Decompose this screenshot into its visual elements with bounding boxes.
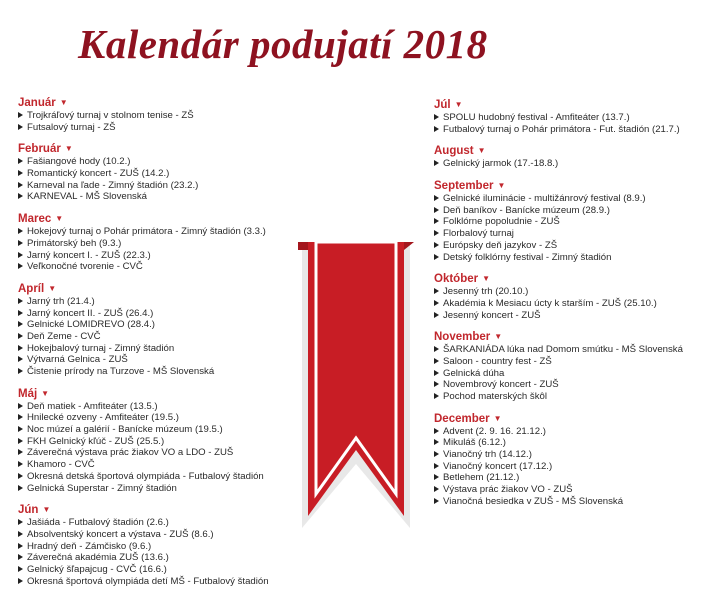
month-heading <box>434 272 712 286</box>
right-triangle-icon <box>434 312 439 318</box>
event-text: Jarný koncert II. - ZUŠ (26.4.) <box>27 307 154 319</box>
event-text: Gelnické iluminácie - multižánrový festival (8.9.) <box>443 193 646 205</box>
event-text: Výstava prác žiakov VO - ZUŠ <box>443 484 573 496</box>
right-triangle-icon <box>434 381 439 387</box>
right-triangle-icon <box>18 310 23 316</box>
event-text: Záverečná akadémia ZUŠ (13.6.) <box>27 552 169 564</box>
event-text: Akadémia k Mesiacu úcty k starším - ZUŠ (25.10.) <box>443 297 657 309</box>
event-item <box>434 240 712 252</box>
event-text: Jarný trh (21.4.) <box>27 295 95 307</box>
right-triangle-icon <box>434 428 439 434</box>
event-text: Futsalový turnaj - ZŠ <box>27 121 116 133</box>
event-item <box>18 412 338 424</box>
event-item <box>18 483 338 495</box>
month-name: Október <box>434 273 479 286</box>
event-item <box>18 180 338 192</box>
event-item <box>434 252 712 264</box>
event-text: Výtvarná Gelnica - ZUŠ <box>27 354 128 366</box>
event-item <box>18 331 338 343</box>
event-item <box>434 472 712 484</box>
event-text: Betlehem (21.12.) <box>443 472 520 484</box>
month-section-jul <box>434 98 712 135</box>
event-text: Gelnický šľapajcug - CVČ (16.6.) <box>27 563 167 575</box>
event-text: Deň matiek - Amfiteáter (13.5.) <box>27 400 158 412</box>
event-text: Mikuláš (6.12.) <box>443 437 506 449</box>
event-item <box>434 158 712 170</box>
event-text: Záverečná výstava prác žiakov VO a LDO - ZUŠ <box>27 447 234 459</box>
event-text: ŠARKANIÁDA lúka nad Domom smútku - MŠ Slovenská <box>443 344 683 356</box>
down-triangle-icon: ▼ <box>494 332 503 342</box>
month-name: Júl <box>434 99 451 111</box>
event-text: Veľkonočné tvorenie - CVČ <box>27 261 143 273</box>
month-heading <box>18 96 338 110</box>
event-item <box>18 168 338 180</box>
right-triangle-icon <box>434 358 439 364</box>
event-text: Gelnický jarmok (17.-18.8.) <box>443 158 559 170</box>
right-triangle-icon <box>18 461 23 467</box>
right-triangle-icon <box>434 288 439 294</box>
event-text: Vianočný trh (14.12.) <box>443 449 532 461</box>
event-item <box>18 576 338 588</box>
event-item <box>18 122 338 134</box>
month-name: Marec <box>18 213 52 226</box>
right-triangle-icon <box>18 578 23 584</box>
event-item <box>18 366 338 378</box>
event-text: Folklórne popoludnie - ZUŠ <box>443 216 560 228</box>
event-item <box>18 517 338 529</box>
right-triangle-icon <box>18 403 23 409</box>
event-item <box>434 298 712 310</box>
month-name: September <box>434 180 494 193</box>
down-triangle-icon: ▼ <box>454 100 463 109</box>
right-triangle-icon <box>18 449 23 455</box>
event-text: Gelnické LOMIDREVO (28.4.) <box>27 319 155 331</box>
event-item <box>434 391 712 403</box>
event-item <box>18 191 338 203</box>
event-item <box>434 228 712 240</box>
month-heading <box>18 212 338 226</box>
month-heading <box>18 387 338 401</box>
event-text: Jesenný koncert - ZUŠ <box>443 309 541 321</box>
right-triangle-icon <box>18 543 23 549</box>
right-triangle-icon <box>18 170 23 176</box>
right-triangle-icon <box>434 230 439 236</box>
event-text: Gelnická dúha <box>443 367 505 379</box>
event-text: Hokejový turnaj o Pohár primátora - Zimný štadión (3.3.) <box>27 226 266 238</box>
event-item <box>18 296 338 308</box>
event-item <box>434 216 712 228</box>
right-triangle-icon <box>18 566 23 572</box>
event-text: Futbalový turnaj o Pohár primátora - Fut. štadión (21.7.) <box>443 123 680 135</box>
event-item <box>18 541 338 553</box>
month-heading <box>434 412 712 426</box>
event-text: Okresná detská športová olympiáda - Futbalový štadión <box>27 470 264 482</box>
right-triangle-icon <box>434 451 439 457</box>
page-title: Kalendár podujatí 2018 <box>78 21 488 67</box>
event-text: Noc múzeí a galérií - Banícke múzeum (19.5.) <box>27 424 223 436</box>
month-name: Február <box>18 143 61 156</box>
event-text: Jašiáda - Futbalový štadión (2.6.) <box>27 517 169 529</box>
event-item <box>434 437 712 449</box>
right-triangle-icon <box>18 473 23 479</box>
event-text: KARNEVAL - MŠ Slovenská <box>27 191 147 203</box>
down-triangle-icon: ▼ <box>497 181 506 191</box>
event-item <box>18 552 338 564</box>
right-triangle-icon <box>434 370 439 376</box>
down-triangle-icon: ▼ <box>41 388 50 398</box>
right-triangle-icon <box>18 193 23 199</box>
event-item <box>434 310 712 322</box>
event-text: Vianočná besiedka v ZUŠ - MŠ Slovenská <box>443 495 624 507</box>
month-name: December <box>434 412 490 425</box>
right-triangle-icon <box>18 368 23 374</box>
right-triangle-icon <box>18 158 23 164</box>
event-text: Novembrový koncert - ZUŠ <box>443 379 559 391</box>
right-triangle-icon <box>18 321 23 327</box>
right-triangle-icon <box>18 554 23 560</box>
event-text: Saloon - country fest - ZŠ <box>443 355 552 367</box>
event-text: Primátorský beh (9.3.) <box>27 237 122 249</box>
right-triangle-icon <box>18 414 23 420</box>
right-triangle-icon <box>434 486 439 492</box>
event-item <box>434 124 712 136</box>
right-triangle-icon <box>18 240 23 246</box>
month-section-januar <box>18 96 338 133</box>
right-triangle-icon <box>434 195 439 201</box>
event-item <box>434 449 712 461</box>
event-text: Detský folklórny festival - Zimný štadión <box>443 251 612 263</box>
event-item <box>434 461 712 473</box>
event-item <box>434 496 712 508</box>
right-triangle-icon <box>434 242 439 248</box>
month-heading <box>434 330 712 344</box>
event-item <box>434 426 712 438</box>
event-text: Okresná športová olympiáda detí MŠ - Futbalový štadión <box>27 575 269 587</box>
right-triangle-icon <box>18 356 23 362</box>
down-triangle-icon: ▼ <box>482 274 491 284</box>
event-item <box>18 564 338 576</box>
event-text: FKH Gelnický kľúč - ZUŠ (25.5.) <box>27 435 165 447</box>
right-triangle-icon <box>18 531 23 537</box>
month-section-oktober <box>434 272 712 321</box>
month-name: Január <box>18 97 56 109</box>
event-text: Khamoro - CVČ <box>27 459 95 471</box>
right-triangle-icon <box>434 218 439 224</box>
event-item <box>18 459 338 471</box>
month-section-april <box>18 282 338 378</box>
event-text: Advent (2. 9. 16. 21.12.) <box>443 425 546 437</box>
right-triangle-icon <box>18 426 23 432</box>
event-text: Florbalový turnaj <box>443 228 514 240</box>
event-text: Hokejbalový turnaj - Zimný štadión <box>27 342 175 354</box>
right-triangle-icon <box>434 254 439 260</box>
right-triangle-icon <box>18 263 23 269</box>
event-text: Deň baníkov - Banícke múzeum (28.9.) <box>443 204 610 216</box>
right-triangle-icon <box>18 252 23 258</box>
event-item <box>18 319 338 331</box>
event-text: SPOLU hudobný festival - Amfiteáter (13.7.) <box>443 112 630 123</box>
month-heading <box>18 282 338 296</box>
event-item <box>434 193 712 205</box>
event-item <box>434 205 712 217</box>
event-item <box>18 401 338 413</box>
right-triangle-icon <box>434 474 439 480</box>
event-text: Absolventský koncert a výstava - ZUŠ (8.6.) <box>27 528 214 540</box>
event-text: Romantický koncert - ZUŠ (14.2.) <box>27 168 170 180</box>
month-section-marec <box>18 212 338 273</box>
event-item <box>18 354 338 366</box>
event-item <box>434 344 712 356</box>
event-item <box>18 471 338 483</box>
down-triangle-icon: ▼ <box>42 505 51 515</box>
event-item <box>18 308 338 320</box>
month-name: November <box>434 331 491 344</box>
event-item <box>18 447 338 459</box>
right-triangle-icon <box>18 519 23 525</box>
right-triangle-icon <box>434 160 439 166</box>
down-triangle-icon: ▼ <box>55 214 64 224</box>
event-item <box>434 368 712 380</box>
month-section-september <box>434 179 712 263</box>
event-item <box>434 286 712 298</box>
right-triangle-icon <box>434 498 439 504</box>
event-text: Vianočný koncert (17.12.) <box>443 460 553 472</box>
event-item <box>18 110 338 122</box>
month-section-august <box>434 144 712 170</box>
month-heading <box>434 98 712 112</box>
right-triangle-icon <box>18 298 23 304</box>
event-item <box>434 379 712 391</box>
right-column <box>434 98 712 517</box>
down-triangle-icon: ▼ <box>493 413 502 423</box>
right-triangle-icon <box>18 333 23 339</box>
month-section-februar <box>18 142 338 203</box>
right-triangle-icon <box>18 112 23 118</box>
right-triangle-icon <box>18 182 23 188</box>
right-triangle-icon <box>18 228 23 234</box>
right-triangle-icon <box>434 439 439 445</box>
month-heading <box>434 144 712 158</box>
down-triangle-icon: ▼ <box>48 283 57 293</box>
month-section-jun <box>18 503 338 587</box>
down-triangle-icon: ▼ <box>59 98 68 107</box>
event-item <box>18 226 338 238</box>
event-text: Hnilecké ozveny - Amfiteáter (19.5.) <box>27 412 179 424</box>
month-heading <box>18 142 338 156</box>
event-item <box>434 484 712 496</box>
right-triangle-icon <box>434 300 439 306</box>
event-text: Karneval na ľade - Zimný štadión (23.2.) <box>27 179 199 191</box>
right-triangle-icon <box>434 207 439 213</box>
right-triangle-icon <box>18 485 23 491</box>
event-item <box>434 112 712 124</box>
left-column <box>18 96 338 596</box>
event-text: Gelnická Superstar - Zimný štadión <box>27 482 177 494</box>
down-triangle-icon: ▼ <box>64 144 73 154</box>
event-item <box>18 250 338 262</box>
event-item <box>18 436 338 448</box>
event-text: Hradný deň - Zámčisko (9.6.) <box>27 540 152 552</box>
right-triangle-icon <box>434 114 439 120</box>
right-triangle-icon <box>434 126 439 132</box>
month-heading <box>434 179 712 193</box>
event-text: Jarný koncert I. - ZUŠ (22.3.) <box>27 249 151 261</box>
event-text: Európsky deň jazykov - ZŠ <box>443 239 558 251</box>
month-name: August <box>434 145 474 158</box>
month-name: Máj <box>18 387 38 400</box>
event-text: Jesenný trh (20.10.) <box>443 286 529 298</box>
month-name: Jún <box>18 504 39 517</box>
month-section-december <box>434 412 712 508</box>
right-triangle-icon <box>18 438 23 444</box>
right-triangle-icon <box>18 345 23 351</box>
month-name: Apríl <box>18 282 45 295</box>
event-text: Deň Zeme - CVČ <box>27 330 101 342</box>
event-item <box>18 156 338 168</box>
event-item <box>18 424 338 436</box>
event-text: Pochod materských škôl <box>443 391 547 402</box>
event-item <box>18 343 338 355</box>
event-text: Trojkráľový turnaj v stolnom tenise - ZŠ <box>27 110 194 121</box>
right-triangle-icon <box>434 463 439 469</box>
month-section-maj <box>18 387 338 495</box>
right-triangle-icon <box>434 346 439 352</box>
event-item <box>18 529 338 541</box>
right-triangle-icon <box>434 393 439 399</box>
right-triangle-icon <box>18 124 23 130</box>
event-text: Fašiangové hody (10.2.) <box>27 156 131 168</box>
event-item <box>18 261 338 273</box>
month-section-november <box>434 330 712 402</box>
down-triangle-icon: ▼ <box>477 146 486 156</box>
month-heading <box>18 503 338 517</box>
event-text: Čistenie prírody na Turzove - MŠ Slovenská <box>27 366 215 377</box>
event-item <box>18 238 338 250</box>
event-item <box>434 356 712 368</box>
